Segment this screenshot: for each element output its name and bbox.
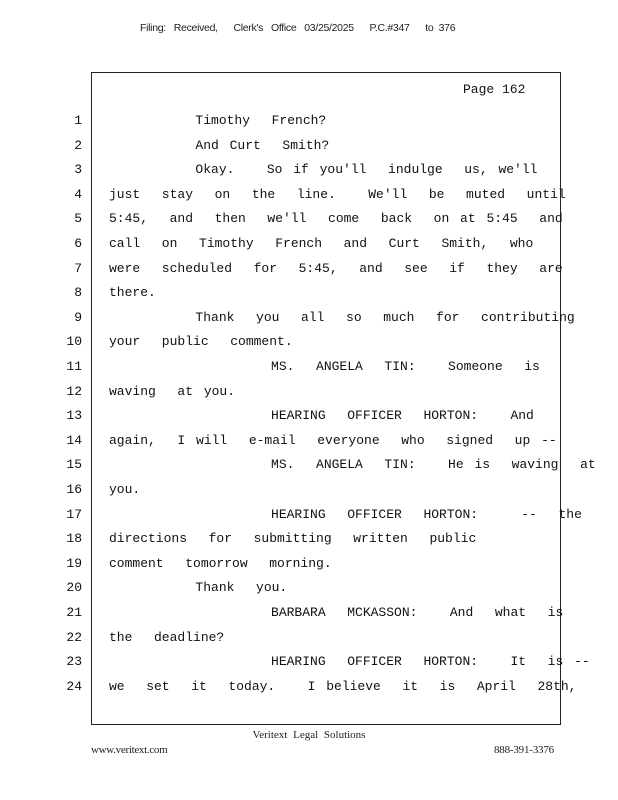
line-number: 10 bbox=[66, 334, 82, 349]
line-number: 20 bbox=[66, 580, 82, 595]
line-number: 24 bbox=[66, 679, 82, 694]
transcript-line: the deadline? bbox=[109, 630, 225, 645]
transcript-line: we set it today. I believe it is April 28th, bbox=[109, 679, 577, 694]
transcript-line: Okay. So if you'll indulge us, we'll bbox=[109, 162, 538, 177]
transcript-line: comment tomorrow morning. bbox=[109, 556, 332, 571]
line-number: 16 bbox=[66, 482, 82, 497]
line-number: 2 bbox=[74, 138, 82, 153]
line-number: 19 bbox=[66, 556, 82, 571]
line-number: 7 bbox=[74, 261, 82, 276]
line-number: 22 bbox=[66, 630, 82, 645]
transcript-line: HEARING OFFICER HORTON: -- the bbox=[109, 507, 582, 522]
transcript-line: And Curt Smith? bbox=[109, 138, 330, 153]
line-number: 6 bbox=[74, 236, 82, 251]
line-number: 4 bbox=[74, 187, 82, 202]
footer-company: Veritext Legal Solutions bbox=[252, 729, 366, 741]
transcript-line: MS. ANGELA TIN: Someone is bbox=[109, 359, 540, 374]
line-number: 1 bbox=[74, 113, 82, 128]
line-number: 13 bbox=[66, 408, 82, 423]
filing-stamp: Filing: Received, Clerk's Office 03/25/2025 P.C.#347 to 376 bbox=[140, 22, 456, 34]
transcript-line: your public comment. bbox=[109, 334, 293, 349]
transcript-line: again, I will e-mail everyone who signed up -- bbox=[109, 433, 557, 448]
transcript-line: Thank you all so much for contributing bbox=[109, 310, 575, 325]
line-number: 17 bbox=[66, 507, 82, 522]
line-number: 3 bbox=[74, 162, 82, 177]
transcript-line: 5:45, and then we'll come back on at 5:45 and bbox=[109, 211, 563, 226]
line-number: 12 bbox=[66, 384, 82, 399]
line-number: 15 bbox=[66, 457, 82, 472]
transcript-line: HEARING OFFICER HORTON: It is -- bbox=[109, 654, 590, 669]
transcript-line: Thank you. bbox=[109, 580, 288, 595]
transcript-line: MS. ANGELA TIN: He is waving at bbox=[109, 457, 596, 472]
line-number: 14 bbox=[66, 433, 82, 448]
footer-phone: 888-391-3376 bbox=[494, 744, 554, 756]
line-number: 8 bbox=[74, 285, 82, 300]
line-number: 9 bbox=[74, 310, 82, 325]
transcript-line: call on Timothy French and Curt Smith, who bbox=[109, 236, 534, 251]
transcript-line: waving at you. bbox=[109, 384, 236, 399]
transcript-line: directions for submitting written public bbox=[109, 531, 477, 546]
transcript-line: there. bbox=[109, 285, 156, 300]
transcript-line: Timothy French? bbox=[109, 113, 327, 128]
transcript-line: just stay on the line. We'll be muted until bbox=[109, 187, 566, 202]
line-number: 11 bbox=[66, 359, 82, 374]
transcript-line: HEARING OFFICER HORTON: And bbox=[109, 408, 534, 423]
transcript-line: were scheduled for 5:45, and see if they are bbox=[109, 261, 563, 276]
transcript-line: BARBARA MCKASSON: And what is bbox=[109, 605, 564, 620]
line-number: 23 bbox=[66, 654, 82, 669]
footer-website: www.veritext.com bbox=[91, 744, 168, 756]
line-number: 21 bbox=[66, 605, 82, 620]
line-number: 18 bbox=[66, 531, 82, 546]
transcript-line: you. bbox=[109, 482, 141, 497]
page-number: Page 162 bbox=[463, 82, 526, 97]
line-number: 5 bbox=[74, 211, 82, 226]
